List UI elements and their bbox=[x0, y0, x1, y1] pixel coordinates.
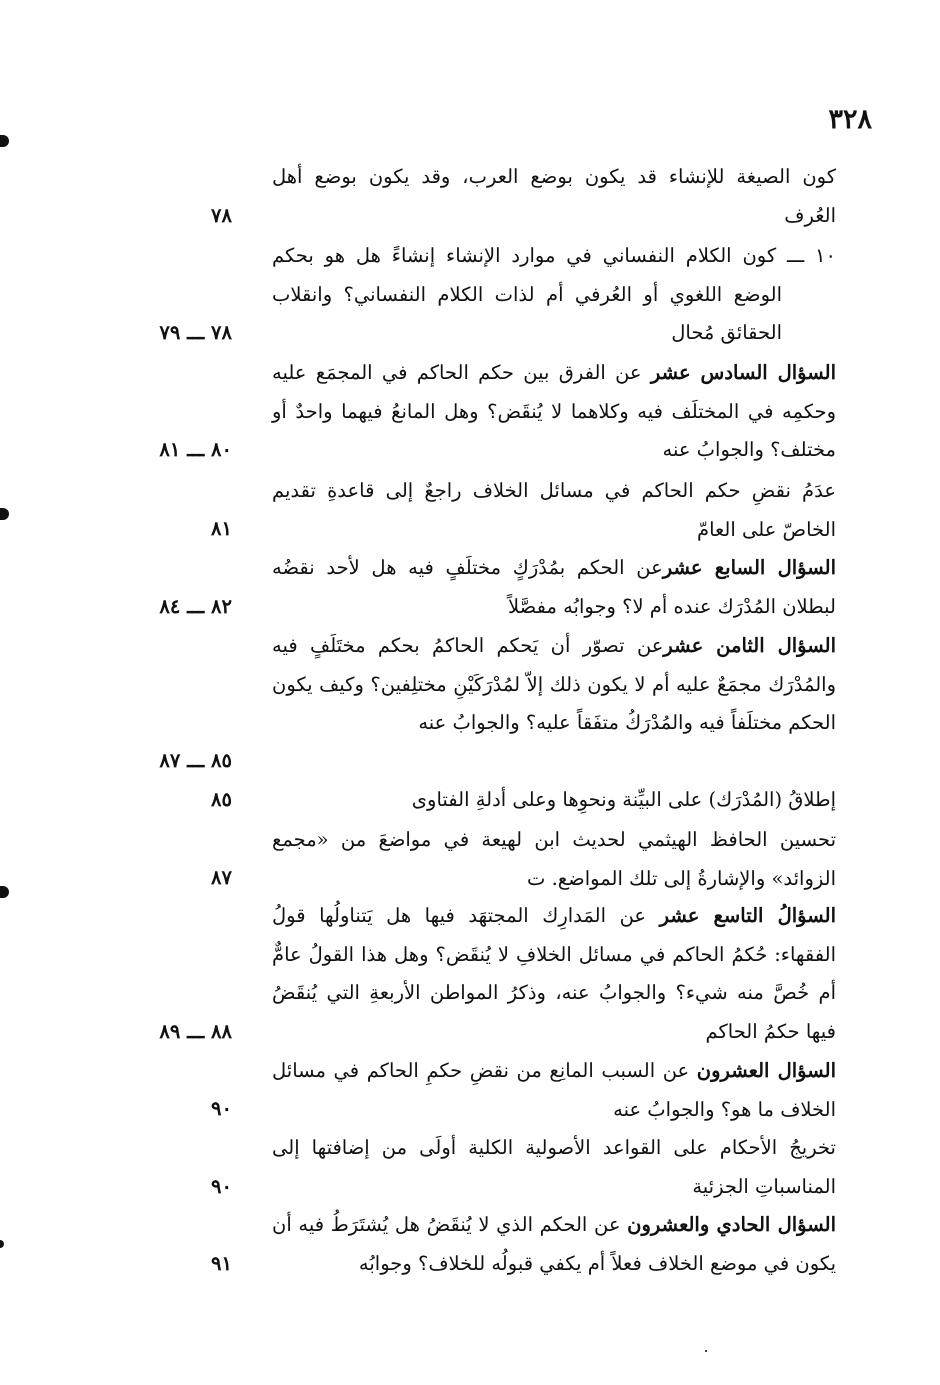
entry-lead: السؤال العشرون bbox=[696, 1059, 836, 1082]
entry-text: عن الحكم بمُدْرَكٍ مختلَفٍ فيه هل لأحد نقضُه لبطلان المُدْرَك عنده أم لا؟ وجوابُه مفصَّلاً bbox=[272, 556, 836, 618]
entry-text: إطلاقُ (المُدْرَك) على البيِّنة ونحوِها وعلى أدلةِ الفتاوى bbox=[411, 788, 836, 811]
index-entry bbox=[272, 354, 836, 470]
entry-text: عن الفرق بين حكم الحاكم في المجمَع عليه وحكمِه في المختلَف فيه وكلاهما لا يُنقَض؟ وهل المانعُ فيهما واحدٌ أو مختلف؟ والجوابُ عنه bbox=[272, 361, 836, 461]
index-entry bbox=[272, 158, 836, 235]
index-entry bbox=[272, 781, 836, 820]
entry-lead: السؤال السابع عشر bbox=[662, 556, 836, 579]
index-entry bbox=[272, 821, 836, 898]
entry-pages: ٨٨ ـــ ٨٩ bbox=[159, 1020, 232, 1043]
entry-lead: السؤالُ التاسع عشر bbox=[659, 904, 836, 927]
scan-speck bbox=[705, 1350, 707, 1352]
page-number: ٣٢٨ bbox=[828, 104, 872, 135]
entry-pages: ٨١ bbox=[211, 517, 232, 540]
entry-lead: السؤال السادس عشر bbox=[650, 361, 836, 384]
entry-pages: ٨٧ bbox=[211, 866, 232, 889]
entry-pages: ٧٨ ـــ ٧٩ bbox=[159, 321, 232, 344]
index-entry bbox=[272, 549, 836, 626]
entry-pages: ٧٨ bbox=[211, 204, 232, 227]
entry-text: عن تصوّر أن يَحكم الحاكمُ بحكم مختَلَفٍ فيه والمُدْرَك مجمَعٌ عليه أم لا يكون ذلك إلاّ لمُدْرَكَيْنِ مختلِفين؟ وكيف يكون الحكم مختلَفاً فيه والمُدْرَكُ متفَقاً عليه؟ والجوابُ عنه bbox=[272, 634, 836, 734]
entry-text: تخريجُ الأحكام على القواعد الأصولية الكلية أولَى من إضافتها إلى المناسباتِ الجزئية bbox=[272, 1136, 836, 1198]
index-entry bbox=[272, 1129, 836, 1206]
index-entry bbox=[272, 627, 836, 743]
entry-pages: ٩٠ bbox=[211, 1097, 232, 1120]
index-entry bbox=[272, 1052, 836, 1129]
index-entry bbox=[272, 472, 836, 549]
entry-pages: ٩٠ bbox=[211, 1175, 232, 1198]
index-entry bbox=[272, 897, 836, 1051]
entry-pages: ٨٠ ـــ ٨١ bbox=[159, 438, 232, 461]
entry-lead: السؤال الحادي والعشرون bbox=[627, 1213, 837, 1236]
entry-lead: السؤال الثامن عشر bbox=[663, 634, 836, 657]
entry-text: عن الحكم الذي لا يُنقَضُ هل يُشتَرَطُ فيه أن يكون في موضع الخلاف فعلاً أم يكفي قبولُه للخلاف؟ وجوابُه bbox=[272, 1213, 836, 1275]
entry-text: تحسين الحافظ الهيثمي لحديث ابن لهيعة في مواضعَ من «مجمع الزوائد» والإشارةُ إلى تلك المواضع. ت bbox=[272, 828, 836, 890]
index-entry bbox=[272, 237, 836, 353]
entry-text: عن السبب المانِع من نقضِ حكمِ الحاكم في مسائل الخلاف ما هو؟ والجوابُ عنه bbox=[272, 1059, 836, 1121]
entry-pages: ٨٥ ـــ ٨٧ bbox=[159, 749, 232, 772]
entry-text: كون الصيغة للإنشاء قد يكون بوضع العرب، وقد يكون بوضع أهل العُرف bbox=[272, 165, 836, 227]
entry-text: عدَمُ نقضِ حكم الحاكم في مسائل الخلاف راجعٌ إلى قاعدةِ تقديم الخاصّ على العامّ bbox=[272, 479, 836, 541]
entry-text: عن المَدارِك المجتهَد فيها هل يَتناولُها قولُ الفقهاء: حُكمُ الحاكم في مسائل الخلافِ لا يُنقَض؟ وهل هذا القولُ عامٌّ أم خُصَّ منه شيء؟ والجوابُ عنه، وذكرُ المواطن الأربعةِ التي يُنقَضُ فيها حكمُ الحاكم bbox=[272, 904, 836, 1043]
entry-text: ١٠ ـــ كون الكلام النفساني في موارد الإنشاء إنشاءً هل هو بحكم الوضع اللغوي أو العُرفي أم لذات الكلام النفساني؟ وانقلاب الحقائق مُحال bbox=[272, 244, 836, 344]
entry-pages: ٨٢ ـــ ٨٤ bbox=[159, 595, 232, 618]
entry-pages: ٩١ bbox=[211, 1252, 232, 1275]
index-entry bbox=[272, 1206, 836, 1283]
entry-pages: ٨٥ bbox=[211, 788, 232, 811]
